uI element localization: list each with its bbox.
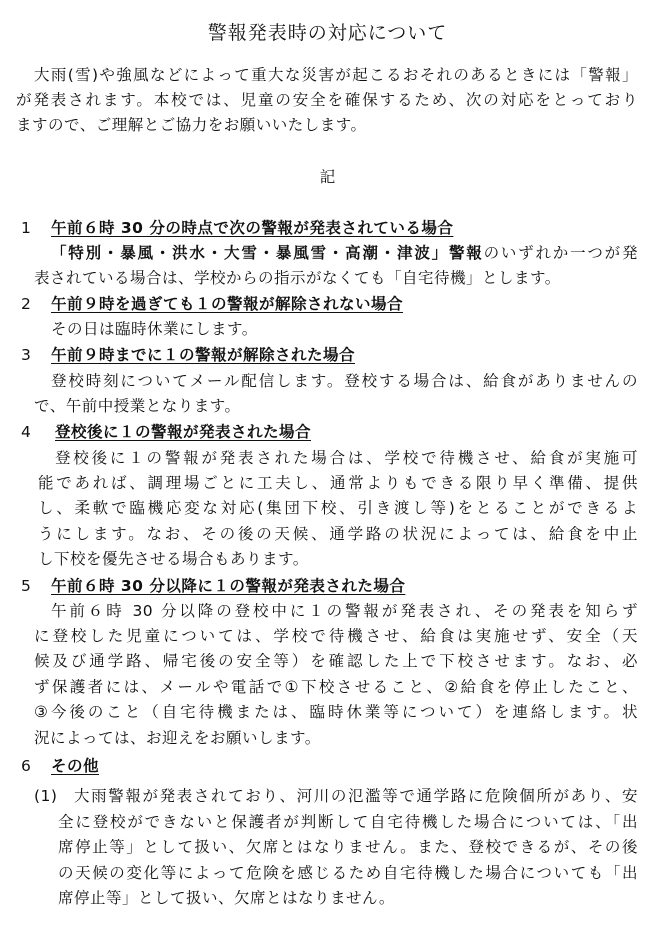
section-body-line: 登校後に１の警報が発表された場合は、学校で待機させ、給食が実施可 [55,449,638,467]
section-body-line: 候及び通学路、帰宅後の安全等）を確認した上で下校させます。なお、必 [34,652,638,670]
section-body-line: し、柔軟で臨機応変な対応(集団下校、引き渡し等)をとることができるよ [38,499,638,517]
section-body-line: ず保護者には、メールや電話で①下校させること、②給食を停止したこと、 [34,678,638,696]
section-number: 3 [21,346,31,364]
section-heading: 午前６時 30 分以降に１の警報が発表された場合 [51,577,406,595]
document-title: 警報発表時の対応について [207,22,448,44]
section-heading: 登校後に１の警報が発表された場合 [55,423,312,441]
section-body-line: に登校した児童については、学校で待機させ、給食は実施せず、安全（天 [34,627,638,645]
section-number: 1 [21,219,31,237]
section-heading: 午前９時を過ぎても１の警報が解除されない場合 [51,295,404,313]
section-body-line: 午前６時 30 分以降の登校中に１の警報が発表され、その発表を知らず [51,602,638,620]
intro-line: ますので、ご理解とご協力をお願いいたします。 [16,116,367,134]
section-body-line: 席停止等」として扱い、欠席とはなりません。 [58,889,395,907]
subsection-number: (1) [34,787,58,805]
section-body-line: 表されている場合は、学校からの指示がなくても「自宅待機」とします。 [34,269,561,287]
section-body-line: の天候の変化等によって危険を感じるため自宅待機した場合についても「出 [58,864,638,882]
section-body-line: 大雨警報が発表されており、河川の氾濫等で通学路に危険個所があり、安 [74,787,638,805]
section-body-line: 全に登校ができないと保護者が判断して自宅待機した場合については、「出 [58,813,638,831]
section-heading: その他 [51,757,100,775]
intro-line: が発表されます。本校では、児童の安全を確保するため、次の対応をとっており [16,91,638,109]
section-body-line: 況によっては、お迎えをお願いします。 [34,729,321,747]
section-body-line: その日は臨時休業にします。 [51,320,258,338]
section-number: 6 [21,757,31,775]
section-body-line: ③今後のこと（自宅待機または、臨時休業等について）を連絡します。状 [34,703,638,721]
section-body-line: 席停止等」として扱い、欠席とはなりません。また、登校できるが、その後 [58,838,638,856]
section-body-line: し下校を優先させる場合もあります。 [38,550,309,568]
section-heading: 午前６時 30 分の時点で次の警報が発表されている場合 [51,219,454,237]
section-body-line: うにします。なお、その後の天候、通学路の状況によっては、給食を中止 [38,525,638,543]
section-body-line: 登校時刻についてメール配信します。登校する場合は、給食がありませんの [51,372,638,390]
intro-line: 大雨(雪)や強風などによって重大な災害が起こるおそれのあるときには「警報」 [34,66,638,84]
section-body-line: 能であれば、調理場ごとに工夫し、通常よりもできる限り早く準備、提供 [38,474,638,492]
section-number: 4 [21,423,31,441]
section-body-text: のいずれか一つが発 [483,244,638,262]
section-number: 5 [21,577,31,595]
section-body-line [51,243,638,263]
warning-types: 「特別・暴風・洪水・大雪・暴風雪・高潮・津波」警報 [51,244,484,262]
section-heading: 午前９時までに１の警報が解除された場合 [51,346,356,364]
section-number: 2 [21,295,31,313]
section-body-line: で、午前中授業となります。 [34,397,241,415]
ki-mark: 記 [319,168,336,186]
